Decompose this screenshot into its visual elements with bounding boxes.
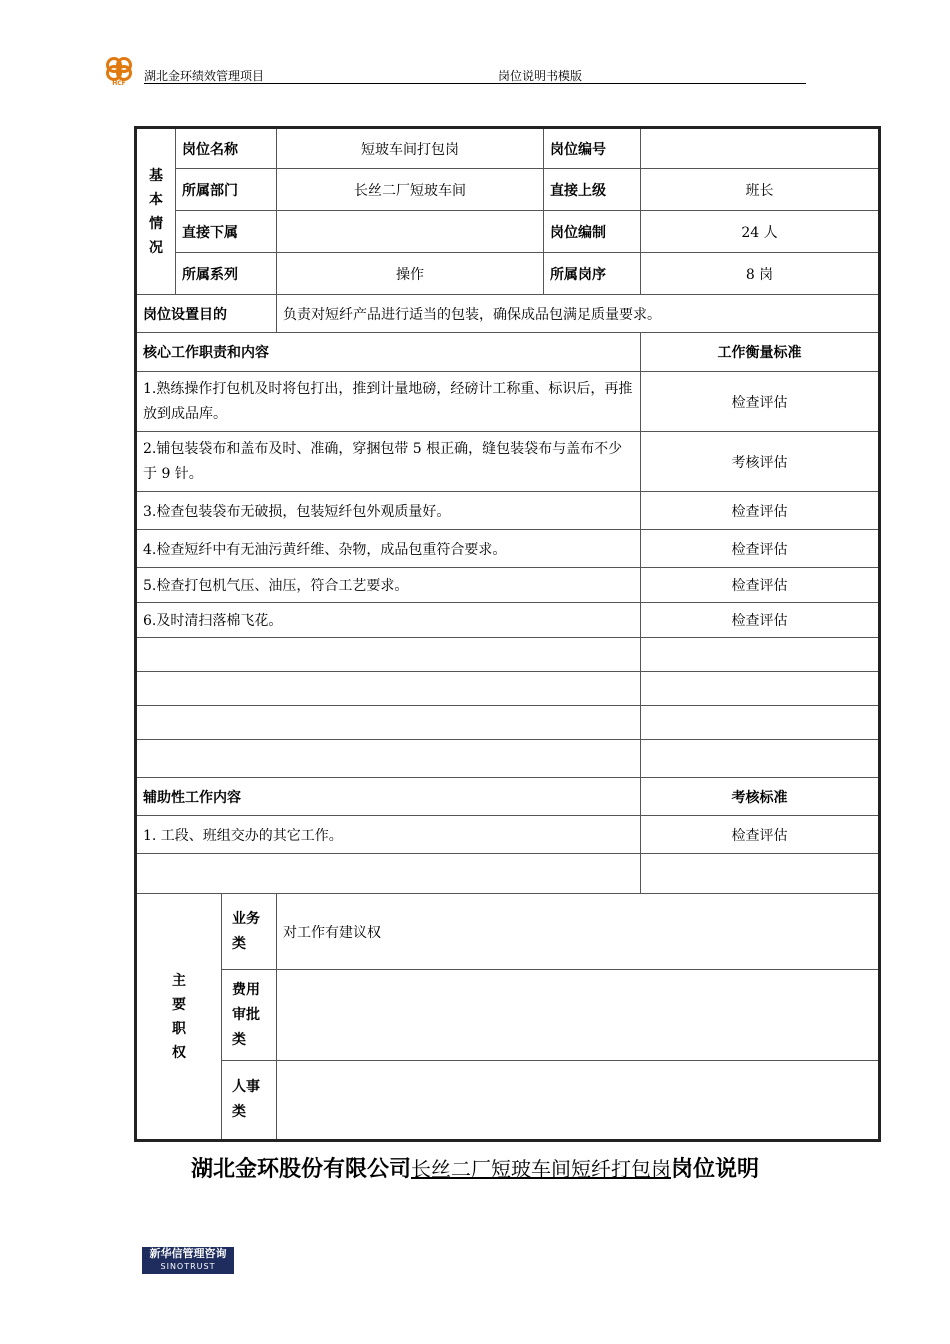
consultant-name-en: SINOTRUST xyxy=(160,1262,216,1271)
empty-row xyxy=(136,638,880,672)
aux-standard-label: 考核标准 xyxy=(641,778,880,816)
page-header xyxy=(100,52,806,86)
document-title xyxy=(0,1152,950,1183)
core-item-row xyxy=(136,603,880,638)
field-label: 所属系列 xyxy=(176,253,277,295)
core-standard-label: 工作衡量标准 xyxy=(641,333,880,372)
authority-content: 对工作有建议权 xyxy=(277,894,880,970)
basic-row xyxy=(136,169,880,211)
authority-row xyxy=(136,970,880,1061)
aux-item-standard: 检查评估 xyxy=(641,816,880,854)
authority-category: 人事类 xyxy=(222,1061,277,1141)
authority-category: 业务类 xyxy=(222,894,277,970)
core-item-standard: 检查评估 xyxy=(641,372,880,432)
aux-item-text: 1. 工段、班组交办的其它工作。 xyxy=(136,816,641,854)
basic-row xyxy=(136,253,880,295)
field-value xyxy=(277,211,544,253)
core-item-text: 5.检查打包机气压、油压，符合工艺要求。 xyxy=(136,568,641,603)
core-item-standard: 检查评估 xyxy=(641,603,880,638)
authority-row xyxy=(136,1061,880,1141)
core-item-standard: 检查评估 xyxy=(641,568,880,603)
field-label: 岗位名称 xyxy=(176,128,277,169)
company-name: 湖北金环股份有限公司 xyxy=(190,1157,411,1182)
core-item-row xyxy=(136,372,880,432)
empty-row xyxy=(136,706,880,740)
field-label: 直接下属 xyxy=(176,211,277,253)
authority-label: 主 要 职 权 xyxy=(136,894,222,1141)
consultant-logo xyxy=(142,1247,234,1274)
core-item-row xyxy=(136,432,880,492)
logo-text: HCF xyxy=(112,80,126,86)
core-header-row xyxy=(136,333,880,372)
field-label: 岗位编制 xyxy=(544,211,641,253)
basic-section-label: 基 本 情 况 xyxy=(136,128,176,295)
core-item-text: 2.铺包装袋布和盖布及时、准确，穿捆包带 5 根正确，缝包装袋布与盖布不少于 9 针。 xyxy=(136,432,641,492)
purpose-text: 负责对短纤产品进行适当的包装，确保成品包满足质量要求。 xyxy=(277,295,880,333)
aux-label: 辅助性工作内容 xyxy=(136,778,641,816)
core-item-text: 3.检查包装袋布无破损，包装短纤包外观质量好。 xyxy=(136,492,641,530)
position-name: 长丝二厂短玻车间短纤打包岗 xyxy=(411,1157,671,1181)
field-value xyxy=(641,128,880,169)
core-item-text: 4.检查短纤中有无油污黄纤维、杂物，成品包重符合要求。 xyxy=(136,530,641,568)
core-item-row xyxy=(136,568,880,603)
authority-content xyxy=(277,1061,880,1141)
field-label: 所属部门 xyxy=(176,169,277,211)
core-item-row xyxy=(136,530,880,568)
field-label: 所属岗序 xyxy=(544,253,641,295)
project-name: 湖北金环绩效管理项目 xyxy=(144,69,265,83)
core-item-text: 1.熟练操作打包机及时将包打出，推到计量地磅，经磅计工称重、标识后，再推放到成品库。 xyxy=(136,372,641,432)
field-label: 岗位编号 xyxy=(544,128,641,169)
field-value: 短玻车间打包岗 xyxy=(277,128,544,169)
field-value: 操作 xyxy=(277,253,544,295)
template-name: 岗位说明书模版 xyxy=(498,69,583,83)
field-value: 长丝二厂短玻车间 xyxy=(277,169,544,211)
purpose-label: 岗位设置目的 xyxy=(136,295,277,333)
title-suffix: 岗位说明 xyxy=(671,1157,760,1182)
core-item-standard: 检查评估 xyxy=(641,492,880,530)
header-rule xyxy=(144,83,806,84)
core-item-standard: 检查评估 xyxy=(641,530,880,568)
basic-row xyxy=(136,211,880,253)
core-item-row xyxy=(136,492,880,530)
field-value: 8 岗 xyxy=(641,253,880,295)
field-value: 班长 xyxy=(641,169,880,211)
field-value: 24 人 xyxy=(641,211,880,253)
empty-row xyxy=(136,672,880,706)
core-label: 核心工作职责和内容 xyxy=(136,333,641,372)
empty-row xyxy=(136,854,880,894)
company-logo xyxy=(100,54,140,86)
consultant-name-cn: 新华信管理咨询 xyxy=(149,1247,227,1260)
basic-row xyxy=(136,128,880,169)
job-description-table xyxy=(134,126,881,1142)
field-label: 直接上级 xyxy=(544,169,641,211)
core-item-text: 6.及时清扫落棉飞花。 xyxy=(136,603,641,638)
authority-category: 费用审批类 xyxy=(222,970,277,1061)
authority-row xyxy=(136,894,880,970)
empty-row xyxy=(136,740,880,778)
core-item-standard: 考核评估 xyxy=(641,432,880,492)
authority-content xyxy=(277,970,880,1061)
aux-header-row xyxy=(136,778,880,816)
aux-item-row xyxy=(136,816,880,854)
purpose-row xyxy=(136,295,880,333)
